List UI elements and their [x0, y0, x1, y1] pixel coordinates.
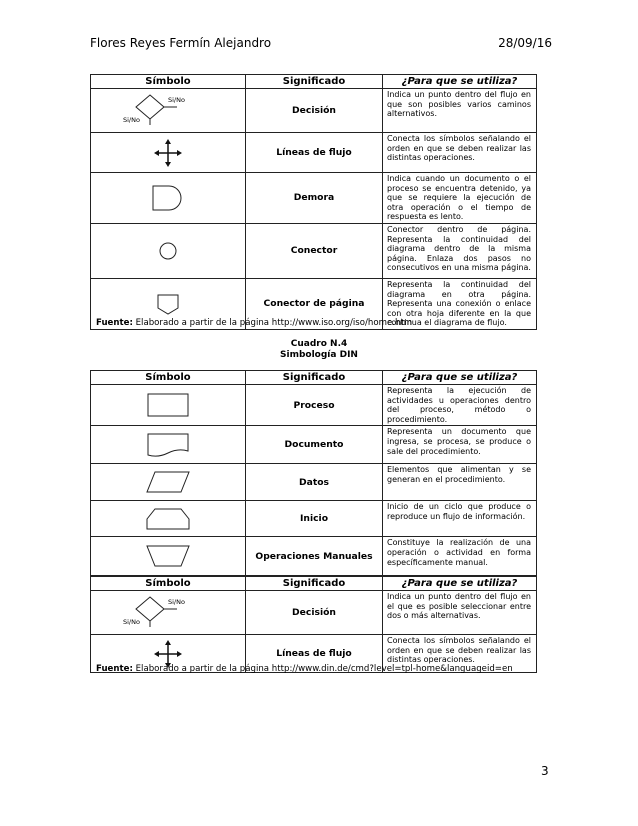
table-row — [91, 173, 537, 224]
usage-cell: Elementos que alimentan y se generan en el procedimiento. — [383, 464, 537, 501]
col-header-meaning: Significado — [246, 75, 383, 89]
table-header-row — [91, 371, 537, 385]
symbol-cell — [91, 385, 246, 426]
symbol-table-din-extra — [90, 576, 537, 673]
meaning-cell: Datos — [246, 464, 383, 501]
symbol-cell — [91, 426, 246, 464]
page-number: 3 — [541, 764, 549, 778]
flow-arrows-icon — [153, 138, 183, 168]
header-author: Flores Reyes Fermín Alejandro — [90, 36, 272, 50]
usage-cell: Representa un documento que ingresa, se procesa, se produce o sale del procedimiento. — [383, 426, 537, 464]
decision-label-right: Si/No — [168, 597, 185, 606]
table-row — [91, 385, 537, 426]
symbol-table-din — [90, 370, 537, 576]
start-hexagon-icon — [143, 505, 193, 533]
decision-diamond-icon — [93, 90, 243, 132]
col-header-symbol: Símbolo — [91, 371, 246, 385]
meaning-cell: Demora — [246, 173, 383, 224]
table-row — [91, 591, 537, 635]
connector-circle-icon — [156, 239, 180, 263]
col-header-meaning: Significado — [246, 371, 383, 385]
data-parallelogram-icon — [143, 468, 193, 496]
offpage-connector-icon — [153, 291, 183, 317]
usage-cell: Conecta los símbolos señalando el orden en que se deben realizar las distintas operaciones. — [383, 133, 537, 173]
process-rect-icon — [145, 391, 191, 419]
manual-trapezoid-icon — [143, 542, 193, 570]
symbol-cell — [91, 537, 246, 576]
decision-label-right: Si/No — [168, 95, 185, 104]
table-row — [91, 223, 537, 278]
table-row — [91, 89, 537, 133]
delay-icon — [148, 183, 188, 213]
decision-diamond-icon — [93, 592, 243, 634]
usage-cell: Inicio de un ciclo que produce o reproduce un flujo de información. — [383, 501, 537, 537]
source-text: Elaborado a partir de la página http://www.iso.org/iso/home.htm — [132, 318, 413, 328]
meaning-cell: Líneas de flujo — [246, 133, 383, 173]
decision-label-bottom: Si/No — [123, 115, 140, 124]
symbol-cell — [91, 133, 246, 173]
meaning-cell: Inicio — [246, 501, 383, 537]
usage-cell: Constituye la realización de una operación o actividad en forma específicamente manual. — [383, 537, 537, 576]
table-row — [91, 426, 537, 464]
source-note-iso — [96, 318, 412, 328]
col-header-usage: ¿Para que se utiliza? — [383, 75, 537, 89]
decision-label-bottom: Si/No — [123, 617, 140, 626]
caption-title: Simbología DIN — [280, 350, 358, 360]
usage-cell: Conector dentro de página. Representa la continuidad del diagrama dentro de la misma página. Enlaza dos pasos no consecutivos en una misma página. — [383, 223, 537, 278]
usage-cell: Indica cuando un documento o el proceso se encuentra detenido, ya que se requiere la ejecución de otra operación o el tiempo de respuesta es lento. — [383, 173, 537, 224]
meaning-cell: Documento — [246, 426, 383, 464]
meaning-cell: Operaciones Manuales — [246, 537, 383, 576]
usage-cell: Representa la continuidad del diagrama en otra página. Representa una conexión o enlace con otra hoja diferente en la que continua el diagrama de flujo. — [383, 278, 537, 329]
usage-cell: Indica un punto dentro del flujo en el que es posible seleccionar entre dos o más alternativas. — [383, 591, 537, 635]
meaning-cell: Líneas de flujo — [246, 635, 383, 673]
col-header-symbol: Símbolo — [91, 577, 246, 591]
symbol-cell — [91, 223, 246, 278]
source-label: Fuente: — [96, 664, 133, 674]
symbol-cell — [91, 89, 246, 133]
table-row — [91, 464, 537, 501]
meaning-cell: Conector de página — [246, 278, 383, 329]
col-header-usage: ¿Para que se utiliza? — [383, 371, 537, 385]
symbol-cell — [91, 173, 246, 224]
header-date: 28/09/16 — [498, 36, 552, 50]
meaning-cell: Proceso — [246, 385, 383, 426]
symbol-cell — [91, 591, 246, 635]
col-header-meaning: Significado — [246, 577, 383, 591]
meaning-cell: Conector — [246, 223, 383, 278]
usage-cell: Representa la ejecución de actividades u operaciones dentro del proceso, método o procedimiento. — [383, 385, 537, 426]
document-icon — [145, 431, 191, 459]
table-row — [91, 537, 537, 576]
table-caption — [0, 339, 638, 361]
source-note-din — [96, 664, 513, 674]
symbol-cell — [91, 501, 246, 537]
source-label: Fuente: — [96, 318, 133, 328]
usage-cell: Indica un punto dentro del flujo en que son posibles varios caminos alternativos. — [383, 89, 537, 133]
table-row — [91, 133, 537, 173]
col-header-usage: ¿Para que se utiliza? — [383, 577, 537, 591]
table-header-row — [91, 577, 537, 591]
meaning-cell: Decisión — [246, 89, 383, 133]
caption-number: Cuadro N.4 — [290, 339, 348, 349]
symbol-table-iso — [90, 74, 537, 330]
col-header-symbol: Símbolo — [91, 75, 246, 89]
symbol-cell — [91, 464, 246, 501]
table-header-row — [91, 75, 537, 89]
meaning-cell: Decisión — [246, 591, 383, 635]
table-row — [91, 501, 537, 537]
source-text: Elaborado a partir de la página http://www.din.de/cmd?level=tpl-home&languageid=en — [132, 664, 513, 674]
usage-cell: Conecta los símbolos señalando el orden en que se deben realizar las distintas operaciones. — [383, 635, 537, 673]
